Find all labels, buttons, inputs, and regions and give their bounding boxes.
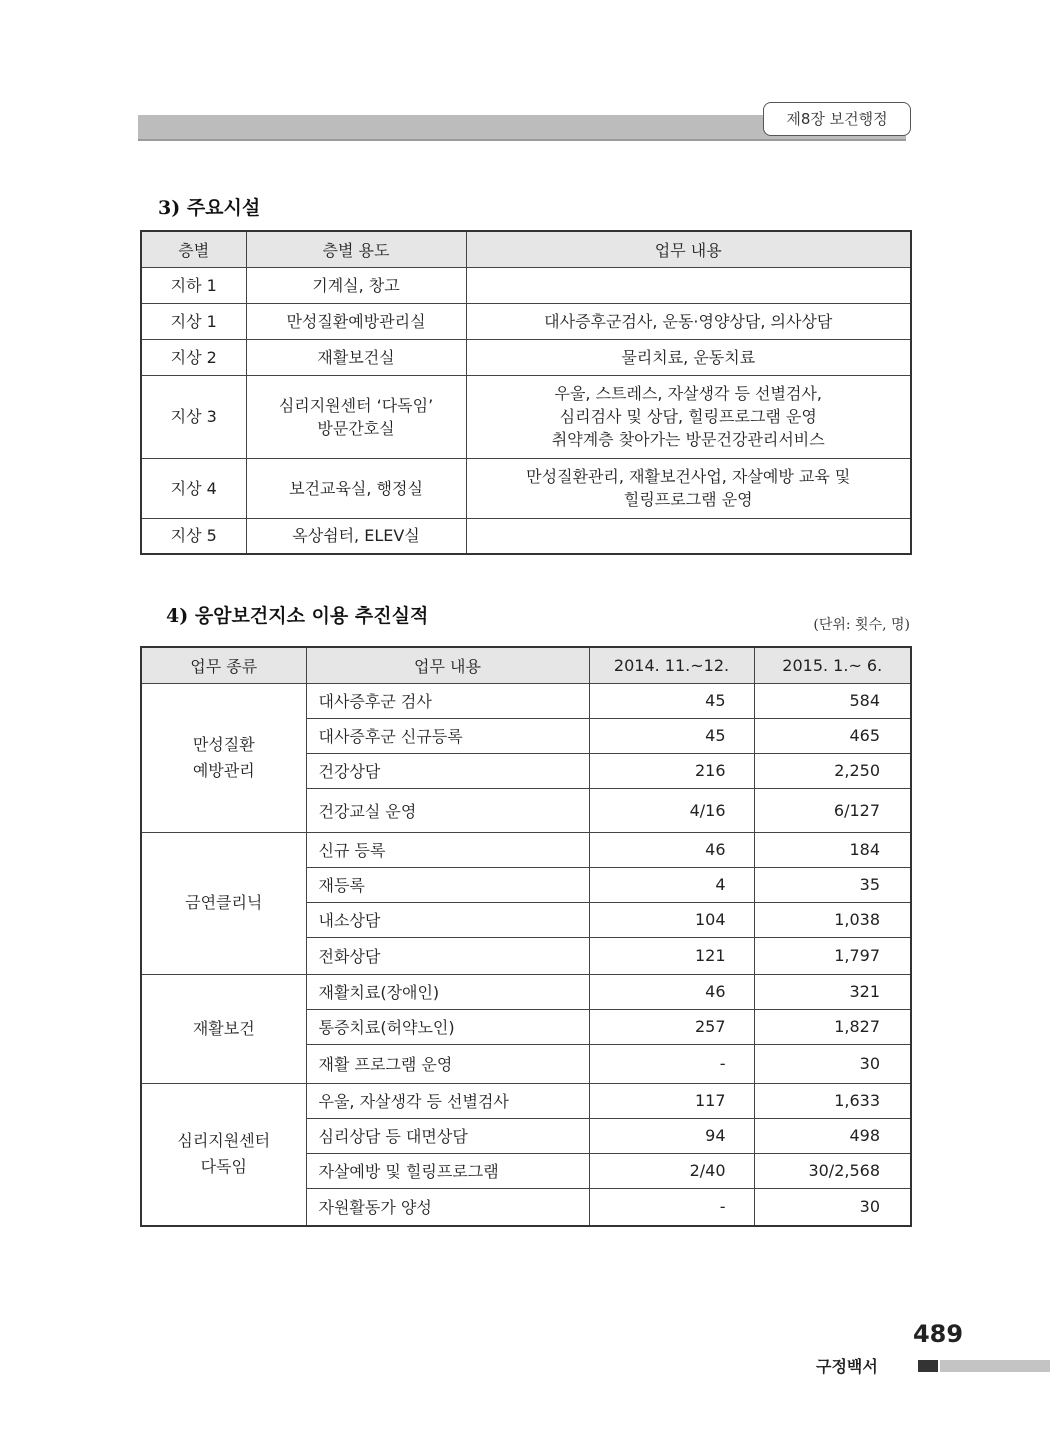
task-cell: 전화상담 [306, 937, 589, 974]
category-line: 금연클리닉 [185, 893, 263, 912]
value-2015-cell: 584 [754, 683, 911, 718]
performance-table [140, 646, 912, 1227]
value-2014-cell: 117 [589, 1083, 754, 1118]
use-line: 심리지원센터 ‘다독임’ [278, 395, 434, 415]
column-header-2014: 2014. 11.~12. [589, 647, 754, 683]
value-2014-cell: 104 [589, 902, 754, 937]
value-2014-cell: - [589, 1188, 754, 1226]
value-2015-cell: 30 [754, 1188, 911, 1226]
category-line: 심리지원센터 [177, 1131, 271, 1151]
value-2014-cell: 2/40 [589, 1153, 754, 1188]
unit-note: (단위: 횟수, 명) [813, 617, 910, 633]
facilities-table [140, 230, 912, 555]
table-row [141, 375, 911, 458]
table-row [141, 267, 911, 303]
category-cell [141, 832, 306, 974]
section-3-title: 3) 주요시설 [158, 197, 261, 219]
value-2015-cell: 1,038 [754, 902, 911, 937]
value-2015-cell: 35 [754, 867, 911, 902]
task-line: 심리검사 및 상담, 힐링프로그램 운영 [559, 407, 817, 426]
value-2014-cell: 4 [589, 867, 754, 902]
use-cell [246, 375, 466, 458]
table-row [141, 339, 911, 375]
task-cell: 건강상담 [306, 753, 589, 788]
column-header-task: 업무 내용 [306, 647, 589, 683]
value-2015-cell: 30/2,568 [754, 1153, 911, 1188]
tasks-cell [466, 267, 911, 303]
value-2015-cell: 1,797 [754, 937, 911, 974]
tasks-cell: 대사증후군검사, 운동·영양상담, 의사상담 [466, 303, 911, 339]
value-2014-cell: 46 [589, 832, 754, 867]
table-row [141, 974, 911, 1009]
table-header-row [141, 647, 911, 683]
column-header-use: 층별 용도 [246, 231, 466, 267]
floor-cell: 지상 2 [141, 339, 246, 375]
column-header-floor: 층별 [141, 231, 246, 267]
use-cell: 옥상쉼터, ELEV실 [246, 518, 466, 554]
value-2014-cell: 46 [589, 974, 754, 1009]
column-header-category: 업무 종류 [141, 647, 306, 683]
task-cell: 신규 등록 [306, 832, 589, 867]
footer-block [918, 1360, 938, 1372]
column-header-tasks: 업무 내용 [466, 231, 911, 267]
task-cell: 심리상담 등 대면상담 [306, 1118, 589, 1153]
category-cell [141, 1083, 306, 1226]
floor-cell: 지상 1 [141, 303, 246, 339]
category-line: 다독임 [200, 1157, 247, 1177]
use-cell: 보건교육실, 행정실 [246, 458, 466, 518]
value-2015-cell: 321 [754, 974, 911, 1009]
task-cell: 재등록 [306, 867, 589, 902]
floor-cell: 지상 4 [141, 458, 246, 518]
value-2015-cell: 30 [754, 1044, 911, 1083]
table-row [141, 303, 911, 339]
header-bar-line [138, 139, 906, 141]
value-2015-cell: 184 [754, 832, 911, 867]
page-number: 489 [912, 1320, 964, 1348]
task-cell: 우울, 자살생각 등 선별검사 [306, 1083, 589, 1118]
use-cell: 만성질환예방관리실 [246, 303, 466, 339]
chapter-tab: 제8장 보건행정 [763, 102, 911, 136]
floor-cell: 지상 3 [141, 375, 246, 458]
tasks-cell: 물리치료, 운동치료 [466, 339, 911, 375]
value-2014-cell: 121 [589, 937, 754, 974]
task-cell: 통증치료(허약노인) [306, 1009, 589, 1044]
value-2015-cell: 1,827 [754, 1009, 911, 1044]
value-2015-cell: 1,633 [754, 1083, 911, 1118]
value-2014-cell: 216 [589, 753, 754, 788]
footer-bar [940, 1360, 1050, 1372]
task-cell: 내소상담 [306, 902, 589, 937]
category-line: 예방관리 [192, 760, 255, 780]
table-row [141, 1083, 911, 1118]
table-header-row [141, 231, 911, 267]
task-cell: 건강교실 운영 [306, 788, 589, 832]
task-cell: 자살예방 및 힐링프로그램 [306, 1153, 589, 1188]
value-2014-cell: 4/16 [589, 788, 754, 832]
task-line: 취약계층 찾아가는 방문건강관리서비스 [551, 430, 825, 449]
task-cell: 대사증후군 신규등록 [306, 718, 589, 753]
value-2014-cell: 257 [589, 1009, 754, 1044]
task-line: 힐링프로그램 운영 [623, 490, 753, 509]
task-line: 우울, 스트레스, 자살생각 등 선별검사, [554, 384, 822, 403]
value-2014-cell: 45 [589, 683, 754, 718]
category-line: 재활보건 [192, 1018, 255, 1038]
value-2014-cell: 94 [589, 1118, 754, 1153]
task-cell: 자원활동가 양성 [306, 1188, 589, 1226]
floor-cell: 지하 1 [141, 267, 246, 303]
tasks-cell [466, 458, 911, 518]
table-row [141, 832, 911, 867]
task-cell: 대사증후군 검사 [306, 683, 589, 718]
footer-book-title: 구정백서 [816, 1357, 878, 1376]
category-cell [141, 974, 306, 1083]
table-row [141, 458, 911, 518]
value-2014-cell: 45 [589, 718, 754, 753]
value-2015-cell: 465 [754, 718, 911, 753]
tasks-cell [466, 518, 911, 554]
section-4-title: 4) 웅암보건지소 이용 추진실적 [166, 605, 429, 627]
value-2014-cell: - [589, 1044, 754, 1083]
value-2015-cell: 2,250 [754, 753, 911, 788]
category-cell [141, 683, 306, 832]
value-2015-cell: 6/127 [754, 788, 911, 832]
task-cell: 재활치료(장애인) [306, 974, 589, 1009]
table-row [141, 683, 911, 718]
column-header-2015: 2015. 1.~ 6. [754, 647, 911, 683]
floor-cell: 지상 5 [141, 518, 246, 554]
table-row [141, 518, 911, 554]
task-cell: 재활 프로그램 운영 [306, 1044, 589, 1083]
category-line: 만성질환 [192, 734, 255, 754]
use-cell: 재활보건실 [246, 339, 466, 375]
value-2015-cell: 498 [754, 1118, 911, 1153]
use-line: 방문간호실 [317, 418, 395, 438]
tasks-cell [466, 375, 911, 458]
use-cell: 기계실, 창고 [246, 267, 466, 303]
task-line: 만성질환관리, 재활보건사업, 자살예방 교육 및 [526, 467, 851, 486]
